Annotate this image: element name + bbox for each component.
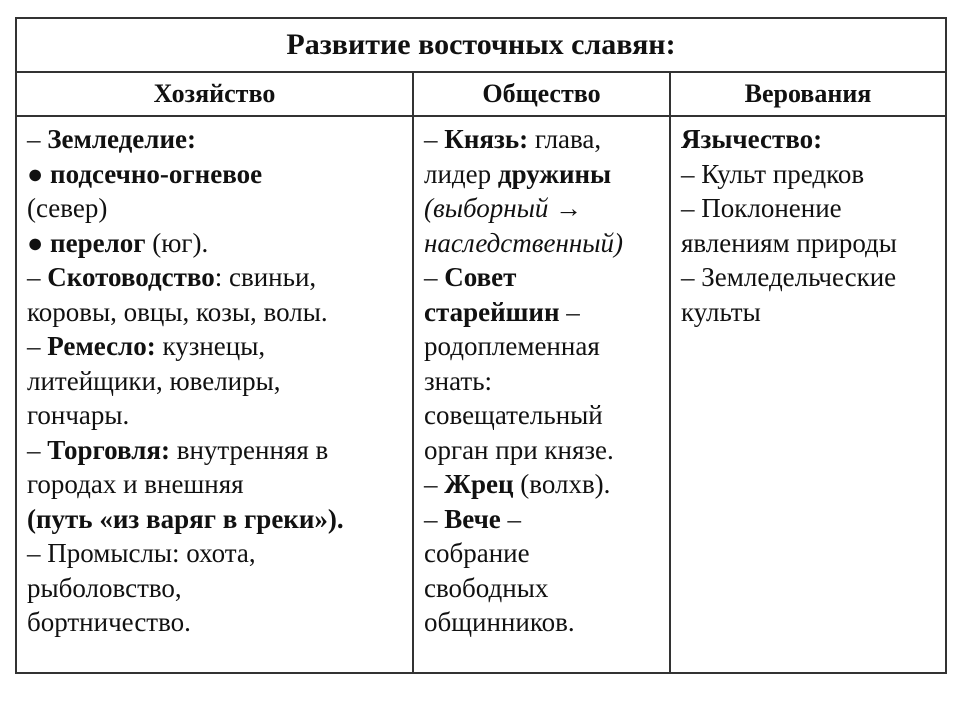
cell-line <box>27 571 404 606</box>
cell-line <box>424 467 661 502</box>
text-segment: Скотоводство <box>47 262 215 292</box>
header-beliefs: Верования <box>670 72 946 116</box>
text-segment: литейщики, ювелиры, <box>27 365 281 396</box>
text-segment: коровы, овцы, козы, волы. <box>27 296 328 327</box>
text-segment: (выборный → <box>424 193 583 223</box>
text-segment: глава, <box>528 124 602 154</box>
cell-line <box>424 433 661 468</box>
cell-line <box>681 191 937 226</box>
text-segment: – <box>27 262 48 292</box>
header-society: Общество <box>413 72 670 116</box>
text-segment: : свиньи, <box>214 262 317 292</box>
cell-line <box>27 502 404 537</box>
text-segment: Ремесло: <box>47 331 156 361</box>
cell-line <box>424 364 661 399</box>
text-segment: лидер <box>424 158 498 189</box>
cell-line <box>681 157 937 192</box>
text-segment: (путь «из варяг в греки»). <box>27 503 344 534</box>
cell-line <box>424 571 661 606</box>
cell-line <box>424 157 661 192</box>
cell-line <box>27 295 404 330</box>
column-beliefs <box>670 116 946 673</box>
text-segment: кузнецы, <box>155 331 266 361</box>
text-segment: – Поклонение <box>681 193 842 223</box>
text-segment: – <box>424 469 445 499</box>
cell-line <box>27 329 404 364</box>
cell-line <box>424 191 661 226</box>
text-segment: общинников. <box>424 607 575 637</box>
cell-line <box>424 536 661 571</box>
text-segment: родоплеменная <box>424 331 600 361</box>
text-segment: собрание <box>424 538 530 568</box>
text-segment: – Земледельческие <box>681 262 897 292</box>
text-segment: – <box>27 124 48 154</box>
text-segment: – <box>27 331 48 361</box>
text-segment: знать: <box>424 365 493 396</box>
cell-line <box>424 502 661 537</box>
cell-line <box>27 433 404 468</box>
column-society <box>413 116 670 673</box>
cell-line <box>27 398 404 433</box>
column-economy <box>16 116 413 673</box>
text-segment: Вече <box>444 503 501 534</box>
cell-line <box>681 295 937 330</box>
cell-line <box>27 226 404 261</box>
cell-line <box>681 260 937 295</box>
cell-line <box>27 364 404 399</box>
cell-line <box>424 260 661 295</box>
text-segment: – <box>27 434 48 465</box>
text-segment: Жрец <box>444 469 514 499</box>
text-segment: городах и внешняя <box>27 469 244 499</box>
text-segment: Земледелие: <box>47 124 196 154</box>
text-segment: Торговля: <box>47 434 170 465</box>
text-segment: – <box>424 124 445 154</box>
text-segment: Совет <box>444 262 517 292</box>
text-segment: внутренняя в <box>169 434 329 465</box>
text-segment: Князь: <box>444 124 529 154</box>
text-segment: (север) <box>27 193 108 223</box>
text-segment: наследственный) <box>424 227 624 258</box>
text-segment: свободных <box>424 572 549 603</box>
cell-line <box>424 295 661 330</box>
text-segment: ● перелог <box>27 227 146 258</box>
text-segment: орган при князе. <box>424 434 614 465</box>
text-segment: – <box>559 296 580 327</box>
cell-line <box>27 260 404 295</box>
text-segment: (юг). <box>145 227 209 258</box>
cell-line <box>424 226 661 261</box>
cell-line <box>27 122 404 157</box>
text-segment: – <box>424 262 445 292</box>
text-segment: – <box>500 503 522 534</box>
cell-line <box>424 329 661 364</box>
table-title: Развитие восточных славян: <box>16 18 946 72</box>
text-segment: совещательный <box>424 400 603 430</box>
cell-line <box>681 226 937 261</box>
text-segment: дружины <box>497 158 612 189</box>
cell-line <box>424 122 661 157</box>
cell-line <box>27 536 404 571</box>
cell-line <box>27 191 404 226</box>
cell-line <box>424 398 661 433</box>
text-segment: рыболовство, <box>27 572 182 603</box>
text-segment: культы <box>681 296 761 327</box>
text-segment: гончары. <box>27 400 130 430</box>
cell-line <box>27 157 404 192</box>
cell-line <box>27 605 404 640</box>
text-segment: ● подсечно-огневое <box>27 158 263 189</box>
text-segment: явлениям природы <box>681 227 897 258</box>
cell-line <box>681 122 937 157</box>
text-segment: старейшин <box>424 296 560 327</box>
text-segment: Язычество: <box>681 124 823 154</box>
cell-line <box>424 605 661 640</box>
text-segment: – <box>424 503 445 534</box>
cell-line <box>27 467 404 502</box>
text-segment: – Промыслы: охота, <box>27 538 256 568</box>
slavs-table <box>15 17 947 674</box>
text-segment: – Культ предков <box>681 158 865 189</box>
header-economy: Хозяйство <box>16 72 413 116</box>
text-segment: бортничество. <box>27 607 191 637</box>
text-segment: (волхв). <box>513 469 611 499</box>
